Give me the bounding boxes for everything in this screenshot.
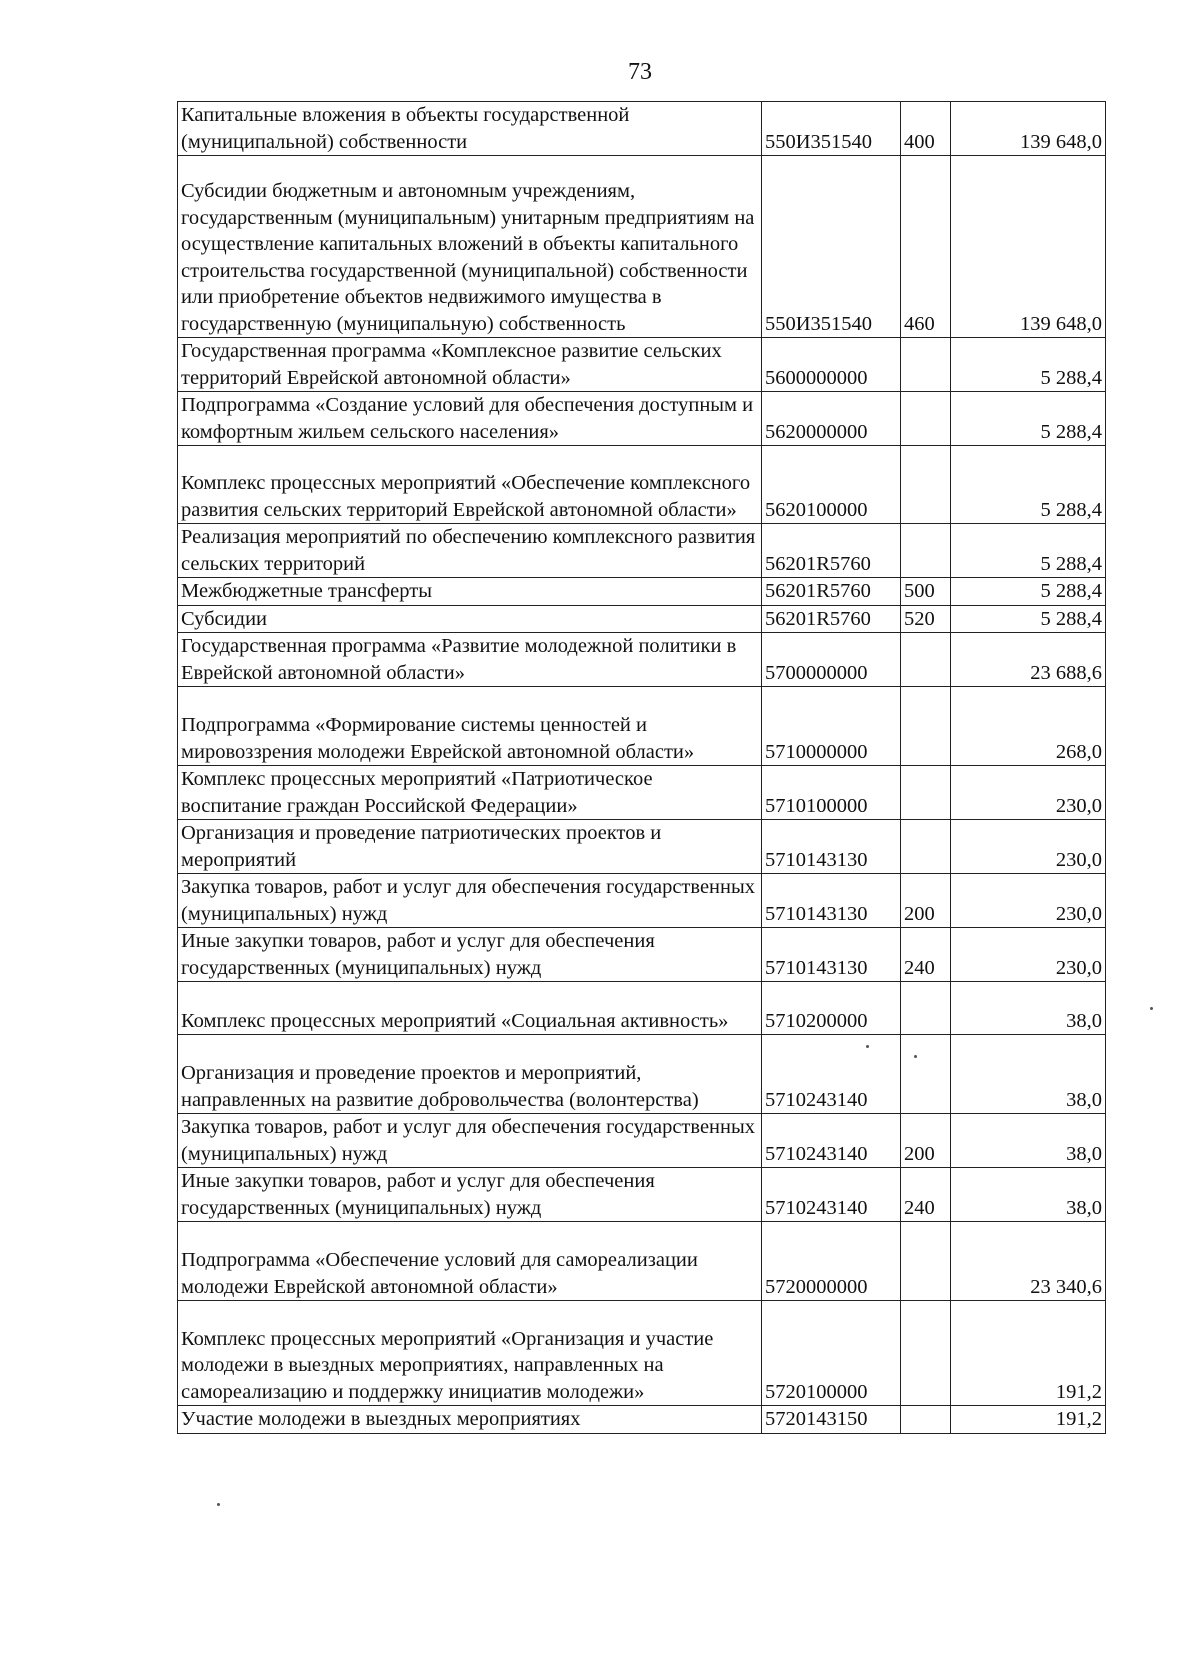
- table-row: [178, 1222, 1106, 1301]
- row-sum: 5 288,4: [951, 578, 1106, 606]
- row-sum: 38,0: [951, 1035, 1106, 1114]
- row-type: [901, 1406, 951, 1434]
- row-type: [901, 338, 951, 392]
- row-type: [901, 766, 951, 820]
- row-sum: 230,0: [951, 874, 1106, 928]
- row-name: Субсидии: [178, 605, 762, 633]
- row-name: Межбюджетные трансферты: [178, 578, 762, 606]
- row-type: [901, 687, 951, 766]
- row-sum: 23 688,6: [951, 633, 1106, 687]
- row-sum: 5 288,4: [951, 338, 1106, 392]
- row-code: 550И351540: [762, 156, 901, 338]
- row-name: Государственная программа «Комплексное развитие сельских территорий Еврейской автономной области»: [178, 338, 762, 392]
- table-row: [178, 1168, 1106, 1222]
- row-type: 520: [901, 605, 951, 633]
- row-name: Подпрограмма «Обеспечение условий для самореализации молодежи Еврейской автономной области»: [178, 1222, 762, 1301]
- table-row: [178, 820, 1106, 874]
- table-row: [178, 605, 1106, 633]
- table-row: [178, 633, 1106, 687]
- row-type: 240: [901, 928, 951, 982]
- table-row: [178, 524, 1106, 578]
- row-type: [901, 524, 951, 578]
- table-row: [178, 874, 1106, 928]
- row-type: [901, 1222, 951, 1301]
- row-sum: 5 288,4: [951, 392, 1106, 446]
- row-sum: 191,2: [951, 1406, 1106, 1434]
- row-type: 200: [901, 1114, 951, 1168]
- table-row: [178, 1301, 1106, 1406]
- row-code: 5710243140: [762, 1168, 901, 1222]
- table-row: [178, 446, 1106, 524]
- row-code: 5710143130: [762, 928, 901, 982]
- row-sum: 38,0: [951, 982, 1106, 1035]
- row-sum: 230,0: [951, 820, 1106, 874]
- row-sum: 191,2: [951, 1301, 1106, 1406]
- row-sum: 38,0: [951, 1168, 1106, 1222]
- row-code: 5620100000: [762, 446, 901, 524]
- row-type: 500: [901, 578, 951, 606]
- row-sum: 139 648,0: [951, 156, 1106, 338]
- table-row: [178, 766, 1106, 820]
- row-type: 240: [901, 1168, 951, 1222]
- row-code: 5710143130: [762, 874, 901, 928]
- row-type: 200: [901, 874, 951, 928]
- row-name: Капитальные вложения в объекты государственной (муниципальной) собственности: [178, 102, 762, 156]
- row-name: Закупка товаров, работ и услуг для обеспечения государственных (муниципальных) нужд: [178, 874, 762, 928]
- row-name: Иные закупки товаров, работ и услуг для обеспечения государственных (муниципальных) нужд: [178, 928, 762, 982]
- scan-speck: [1150, 1007, 1153, 1010]
- page-number: 73: [628, 59, 652, 85]
- row-type: [901, 1035, 951, 1114]
- row-name: Реализация мероприятий по обеспечению комплексного развития сельских территорий: [178, 524, 762, 578]
- row-sum: 230,0: [951, 928, 1106, 982]
- table-row: [178, 1114, 1106, 1168]
- row-code: 5720100000: [762, 1301, 901, 1406]
- row-code: 5710000000: [762, 687, 901, 766]
- row-code: 5710143130: [762, 820, 901, 874]
- table-row: [178, 1406, 1106, 1434]
- row-name: Комплекс процессных мероприятий «Организация и участие молодежи в выездных мероприятиях, направленных на самореализацию и поддержку инициатив молодежи»: [178, 1301, 762, 1406]
- row-code: 5600000000: [762, 338, 901, 392]
- row-sum: 23 340,6: [951, 1222, 1106, 1301]
- table-row: [178, 1035, 1106, 1114]
- row-type: [901, 446, 951, 524]
- row-code: 550И351540: [762, 102, 901, 156]
- scan-speck: [866, 1045, 869, 1048]
- row-sum: 5 288,4: [951, 524, 1106, 578]
- row-type: [901, 633, 951, 687]
- row-sum: 38,0: [951, 1114, 1106, 1168]
- table-row: [178, 687, 1106, 766]
- row-name: Закупка товаров, работ и услуг для обеспечения государственных (муниципальных) нужд: [178, 1114, 762, 1168]
- row-type: [901, 820, 951, 874]
- row-name: Комплекс процессных мероприятий «Патриотическое воспитание граждан Российской Федерации»: [178, 766, 762, 820]
- scan-speck: [914, 1055, 917, 1058]
- row-code: 5620000000: [762, 392, 901, 446]
- row-name: Субсидии бюджетным и автономным учреждениям, государственным (муниципальным) унитарным предприятиям на осуществление капитальных вложений в объекты капитального строительства государственной (муниципальной) собственности или приобретение объектов недвижимого имущества в государственную (муниципальную) собственность: [178, 156, 762, 338]
- row-name: Участие молодежи в выездных мероприятиях: [178, 1406, 762, 1434]
- scan-speck: [217, 1503, 220, 1506]
- row-name: Государственная программа «Развитие молодежной политики в Еврейской автономной области»: [178, 633, 762, 687]
- table-row: [178, 102, 1106, 156]
- row-code: 56201R5760: [762, 524, 901, 578]
- table-row: [178, 578, 1106, 606]
- row-sum: 230,0: [951, 766, 1106, 820]
- budget-table: [177, 101, 1106, 1434]
- row-code: 56201R5760: [762, 578, 901, 606]
- row-name: Иные закупки товаров, работ и услуг для обеспечения государственных (муниципальных) нужд: [178, 1168, 762, 1222]
- row-name: Организация и проведение патриотических проектов и мероприятий: [178, 820, 762, 874]
- row-sum: 139 648,0: [951, 102, 1106, 156]
- row-type: 400: [901, 102, 951, 156]
- row-code: 5710200000: [762, 982, 901, 1035]
- table-row: [178, 392, 1106, 446]
- row-code: 5720143150: [762, 1406, 901, 1434]
- table-row: [178, 928, 1106, 982]
- row-type: 460: [901, 156, 951, 338]
- row-code: 5720000000: [762, 1222, 901, 1301]
- row-code: 5710243140: [762, 1114, 901, 1168]
- row-type: [901, 982, 951, 1035]
- table-row: [178, 338, 1106, 392]
- row-sum: 5 288,4: [951, 446, 1106, 524]
- row-code: 5700000000: [762, 633, 901, 687]
- row-code: 56201R5760: [762, 605, 901, 633]
- row-name: Подпрограмма «Формирование системы ценностей и мировоззрения молодежи Еврейской автономной области»: [178, 687, 762, 766]
- row-sum: 5 288,4: [951, 605, 1106, 633]
- row-name: Организация и проведение проектов и мероприятий, направленных на развитие добровольчества (волонтерства): [178, 1035, 762, 1114]
- row-sum: 268,0: [951, 687, 1106, 766]
- budget-table-body: [178, 102, 1106, 1434]
- row-code: 5710243140: [762, 1035, 901, 1114]
- row-name: Комплекс процессных мероприятий «Обеспечение комплексного развития сельских территорий Еврейской автономной области»: [178, 446, 762, 524]
- row-type: [901, 392, 951, 446]
- table-row: [178, 156, 1106, 338]
- row-type: [901, 1301, 951, 1406]
- table-row: [178, 982, 1106, 1035]
- row-code: 5710100000: [762, 766, 901, 820]
- row-name: Подпрограмма «Создание условий для обеспечения доступным и комфортным жильем сельского населения»: [178, 392, 762, 446]
- row-name: Комплекс процессных мероприятий «Социальная активность»: [178, 982, 762, 1035]
